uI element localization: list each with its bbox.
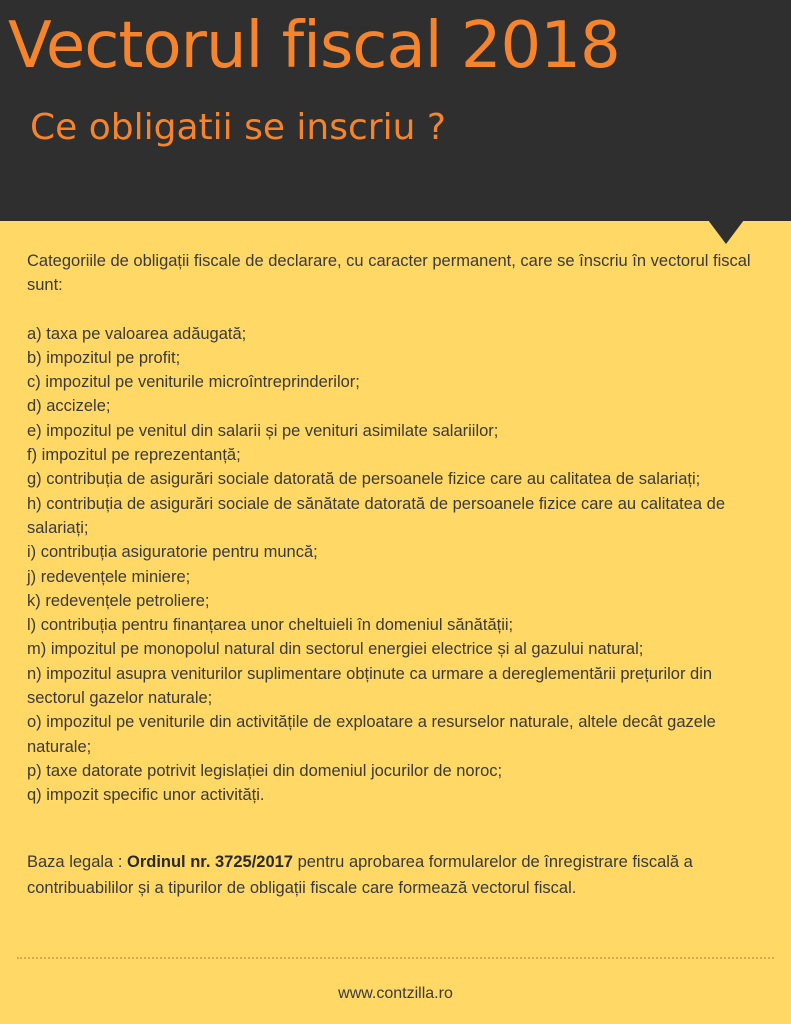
footer-website: www.contzilla.ro (338, 985, 453, 1002)
list-item: p) taxe datorate potrivit legislației din domeniul jocurilor de noroc; (27, 761, 503, 780)
list-item: h) contribuția de asigurări sociale de sănătate datorată de persoanele fizice care au calitatea de salariați; (27, 494, 726, 537)
obligations-list (27, 322, 767, 808)
legal-description: pentru aprobarea formularelor de înregistrare fiscală a contribuabililor și a tipurilor de obligații fiscale care formează vectorul fiscal. (27, 853, 693, 897)
legal-prefix: Baza legala : (27, 853, 127, 871)
list-item: m) impozitul pe monopolul natural din sectorul energiei electrice și al gazului natural; (27, 640, 644, 659)
list-item: l) contribuția pentru finanțarea unor cheltuieli în domeniul sănătății; (27, 616, 514, 635)
legal-order-number: Ordinul nr. 3725/2017 (126, 853, 293, 871)
page-subtitle: Ce obligatii se inscriu ? (30, 107, 446, 148)
legal-basis (27, 849, 767, 901)
dotted-divider (17, 957, 774, 959)
list-item: d) accizele; (27, 397, 111, 416)
list-item: c) impozitul pe veniturile microîntreprinderilor; (27, 373, 360, 392)
list-item: k) redevențele petroliere; (27, 591, 210, 610)
list-item: b) impozitul pe profit; (27, 348, 181, 367)
speech-pointer (708, 220, 744, 244)
header-banner (0, 0, 791, 221)
list-item: e) impozitul pe venitul din salarii și pe venituri asimilate salariilor; (27, 421, 499, 440)
list-item: a) taxa pe valoarea adăugată; (27, 324, 247, 343)
intro-paragraph: Categoriile de obligații fiscale de declarare, cu caracter permanent, care se înscriu în vectorul fiscal sunt: (27, 252, 751, 295)
list-item: i) contribuția asiguratorie pentru muncă; (27, 543, 318, 562)
list-item: f) impozitul pe reprezentanță; (27, 446, 241, 465)
list-item: q) impozit specific unor activități. (27, 786, 265, 805)
main-content (27, 249, 767, 808)
list-item: j) redevențele miniere; (27, 567, 191, 586)
list-item: n) impozitul asupra veniturilor suplimentare obținute ca urmare a dereglementării prețurilor din sectorul gazelor naturale; (27, 664, 713, 708)
list-item: g) contribuția de asigurări sociale datorată de persoanele fizice care au calitatea de salariați; (27, 470, 701, 489)
page-title: Vectorul fiscal 2018 (8, 9, 620, 83)
list-item: o) impozitul pe veniturile din activitățile de exploatare a resurselor naturale, altele decât gazele naturale; (27, 713, 716, 756)
